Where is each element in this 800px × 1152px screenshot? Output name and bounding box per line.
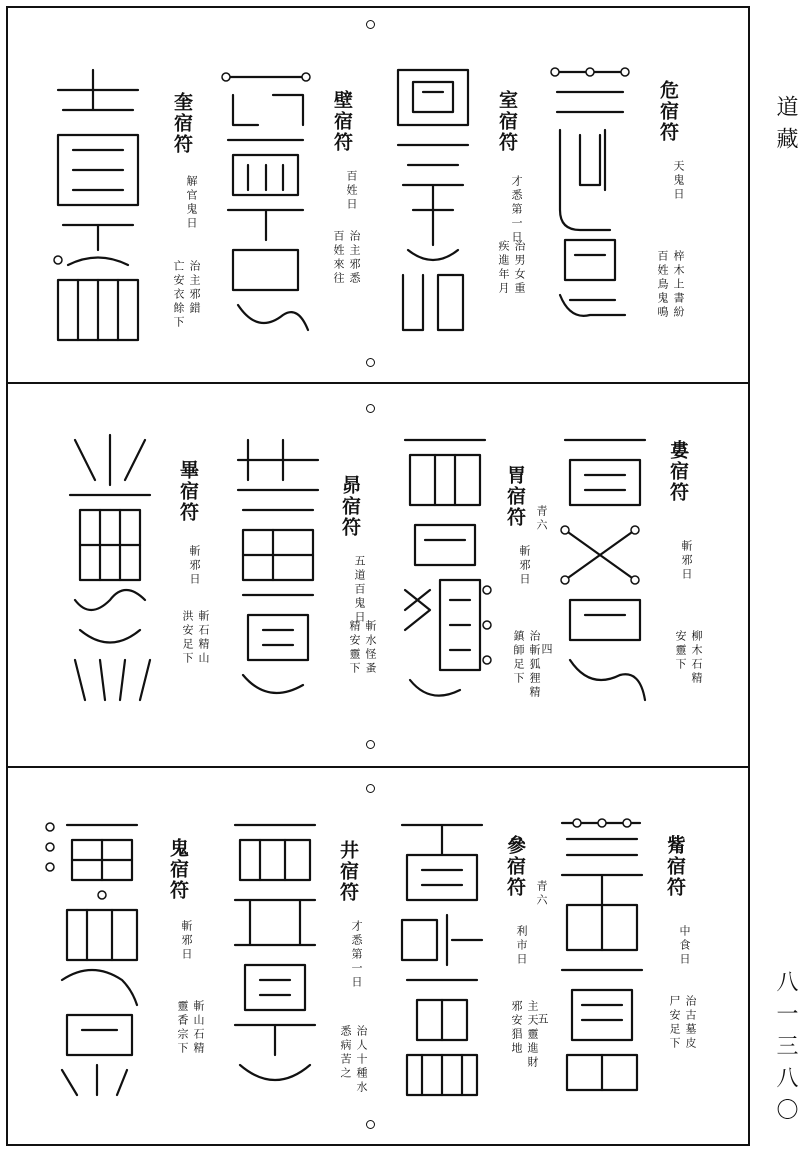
talisman-glyph-jing (225, 815, 325, 1105)
talisman-note: 精安靈下 (348, 620, 361, 676)
talisman-subtitle: 天鬼日 (672, 160, 685, 202)
talisman-note: 治主邪悉 (348, 230, 361, 286)
talisman-title: 昴宿符 (339, 475, 361, 538)
talisman-note: 治斬狐狸精 (528, 630, 541, 700)
talisman-note: 治人十種水 (355, 1025, 368, 1095)
talisman-note: 百姓鳥鬼鳴 (656, 250, 669, 320)
talisman-subtitle: 解官鬼日 (185, 175, 198, 231)
panel-2-top-circle (366, 404, 375, 413)
talisman-note: 亡安衣餘下 (172, 260, 185, 330)
talisman-glyph-shen (392, 815, 492, 1105)
talisman-glyph-zui (552, 815, 652, 1105)
talisman-title: 室宿符 (496, 90, 518, 153)
talisman-note: 治主邪錯 (188, 260, 201, 316)
talisman-subtitle: 才悉第一日 (350, 920, 363, 990)
talisman-subtitle: 中食日 (678, 925, 691, 967)
panel-1-top-circle (366, 20, 375, 29)
talisman-glyph-bi (218, 65, 313, 350)
talisman-glyph-shi (388, 60, 478, 345)
talisman-note: 邪安猖地 (510, 1000, 523, 1056)
talisman-glyph-wei (545, 60, 635, 340)
panel-divider-1 (6, 382, 750, 384)
talisman-marginal: 青六 (535, 505, 548, 533)
talisman-title: 壁宿符 (331, 90, 353, 153)
panel-3-top-circle (366, 784, 375, 793)
talisman-subtitle: 才悉第一日 (510, 175, 523, 245)
talisman-glyph-bi-net (60, 430, 160, 710)
talisman-subtitle: 百姓日 (345, 170, 358, 212)
talisman-marginal: 四 (540, 643, 553, 657)
talisman-title: 奎宿符 (171, 92, 193, 155)
talisman-note: 鎮師足下 (512, 630, 525, 686)
panel-3-bottom-circle (366, 1120, 375, 1129)
talisman-glyph-wei-stomach (395, 430, 495, 715)
talisman-note: 尸安足下 (668, 995, 681, 1051)
talisman-subtitle: 斬邪日 (180, 920, 193, 962)
talisman-note: 柳木石精 (690, 630, 703, 686)
panel-1-bottom-circle (366, 358, 375, 367)
talisman-note: 治男女重 (513, 240, 526, 296)
talisman-note: 洪安足下 (181, 610, 194, 666)
talisman-glyph-gui (42, 815, 147, 1105)
talisman-title: 婁宿符 (667, 440, 689, 503)
panel-2-bottom-circle (366, 740, 375, 749)
talisman-title: 井宿符 (337, 840, 359, 903)
talisman-subtitle: 五道百鬼日 (353, 555, 366, 625)
talisman-note: 梓木上書紛 (672, 250, 685, 320)
talisman-note: 治古墓皮 (684, 995, 697, 1051)
talisman-subtitle: 斬邪日 (518, 545, 531, 587)
talisman-note: 斬石精山 (197, 610, 210, 666)
talisman-title: 參宿符 (504, 835, 526, 898)
talisman-note: 斬山石精 (192, 1000, 205, 1056)
series-title: 道藏 (773, 95, 798, 159)
talisman-note: 靈香宗下 (176, 1000, 189, 1056)
panel-divider-2 (6, 766, 750, 768)
talisman-marginal: 青六 (535, 880, 548, 908)
talisman-title: 危宿符 (657, 80, 679, 143)
talisman-glyph-mao (228, 430, 328, 715)
talisman-note: 悉病苦之 (339, 1025, 352, 1081)
talisman-note: 百姓來往 (332, 230, 345, 286)
talisman-title: 胃宿符 (504, 465, 526, 528)
talisman-note: 斬水怪蚤 (364, 620, 377, 676)
talisman-subtitle: 利市日 (515, 925, 528, 967)
talisman-subtitle: 斬邪日 (680, 540, 693, 582)
talisman-title: 鬼宿符 (167, 838, 189, 901)
talisman-subtitle: 斬邪日 (188, 545, 201, 587)
talisman-glyph-lou (555, 430, 655, 715)
talisman-note: 安靈下 (674, 630, 687, 672)
talisman-title: 觜宿符 (664, 835, 686, 898)
talisman-note: 疾進年月 (497, 240, 510, 296)
talisman-glyph-kui (48, 65, 148, 350)
talisman-note: 主天靈進財 (526, 1000, 539, 1070)
talisman-title: 畢宿符 (177, 460, 199, 523)
page-number: 八一三八〇 (773, 970, 798, 1130)
talisman-marginal: 五 (536, 1013, 549, 1027)
